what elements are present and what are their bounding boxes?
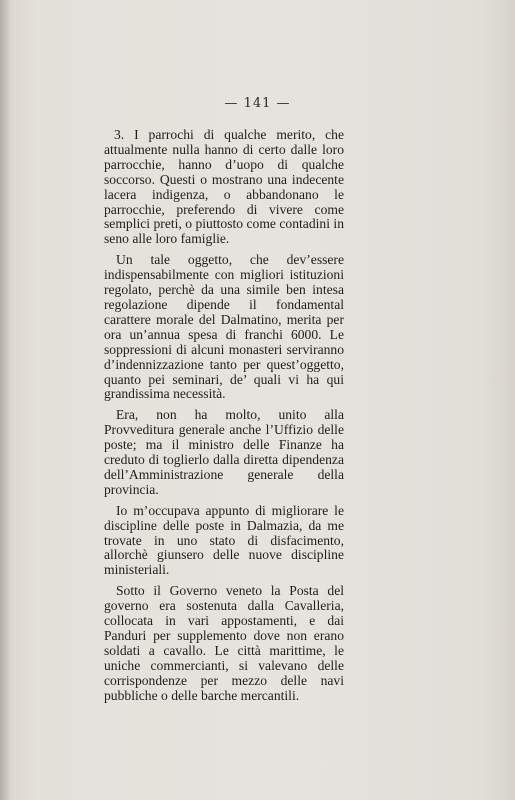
page-number: — 141 — (224, 96, 291, 111)
paragraph-governo-veneto: Sotto il Governo veneto la Posta del governo era sostenuta dalla Cavalleria, collocata in vari appostamenti, e dai Panduri per supplemento dove non erano soldati a cavallo. Le città marittime, le uniche commercianti, si valevano delle corrispondenze per mezzo delle navi pubbliche o delle barche mercantili. (104, 583, 344, 703)
body-text (104, 128, 344, 710)
paragraph-discipline-poste: Io m’occupava appunto di migliorare le discipline delle poste in Dalmazia, da me trovate in uno stato di disfacimento, allorchè giunsero delle nuove discipline ministeriali. (104, 502, 344, 578)
paragraph-provveditura: Era, non ha molto, unito alla Provveditura generale anche l’Uffizio delle poste; ma il ministro delle Finanze ha creduto di toglierlo dalla diretta dipendenza dell’Amministrazione generale della provincia. (104, 407, 344, 497)
paragraph-oggetto: Un tale oggetto, che dev’essere indispensabilmente con migliori istituzioni regolato, perchè da una simile ben intesa regolazione dipende il fondamental carattere morale del Dalmatino, merita per ora un’annua spesa di franchi 6000. Le soppressioni di alcuni monasteri serviranno d’indennizzazione tanto per quest’oggetto, quanto pei seminari, de’ quali vi ha qui grandissima necessità. (104, 252, 344, 402)
binding-shadow (0, 0, 10, 800)
paragraph-parrochi: 3. I parrochi di qualche merito, che attualmente nulla hanno di certo dalle loro parrocchie, hanno d’uopo di qualche soccorso. Questi o mostrano una indecente lacera indigenza, o abbandonano le parrocchie, preferendo di vivere come semplici preti, o piuttosto come contadini in seno alle loro famiglie. (104, 127, 344, 247)
